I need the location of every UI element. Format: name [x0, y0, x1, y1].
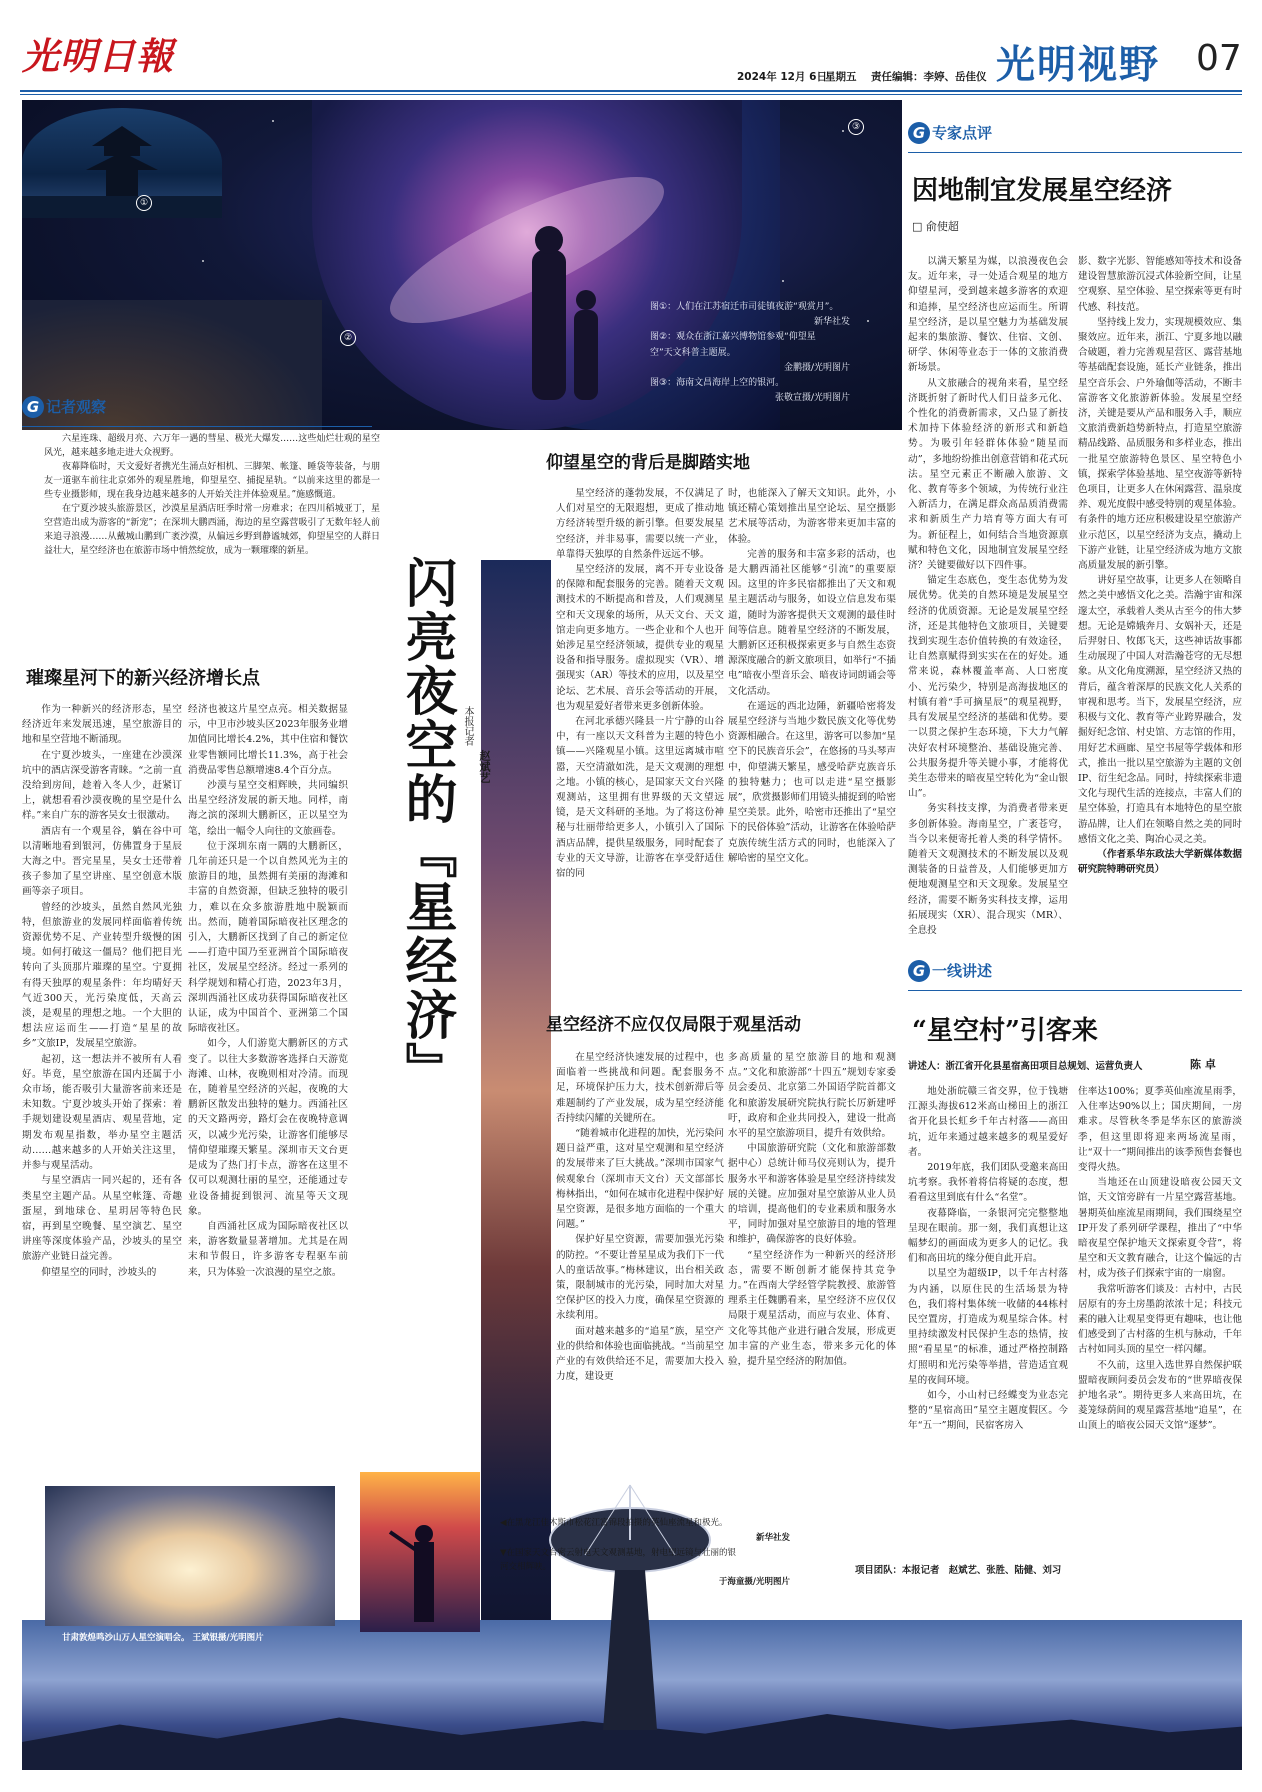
article-column-3: [556, 486, 724, 974]
paragraph: 不久前，这里入选世界自然保护联盟暗夜顾问委员会发布的“世界暗夜保护地名录”。期待更多人来高田坑，在菱笼绿荫间的观星露营基地“追星”，在山顶上的暗夜公园天文馆“逐梦”。: [1078, 1359, 1242, 1432]
photo-badge-3: ③: [848, 119, 864, 135]
caption-credit: 金鹏摄/光明图片: [783, 362, 850, 373]
expert-column-2: [1078, 254, 1242, 904]
paragraph: 与星空酒店一同兴起的，还有各类星空主题产品。从星空帐篷、奇趣蛋屋，到地球仓、星玥居等特色民宿，再到星空晚餐、星空演艺、星空讲座等深度体验产品，沙坡头的星空旅游产业链日益完善。: [22, 1175, 182, 1263]
paragraph: 以满天繁星为媒，以浪漫夜色会友。近年来，寻一处适合观星的地方仰望星河，受到越来越多游客的欢迎和追捧，星空经济也应运而生。所谓星空经济，是以星空魅力为基础发展起来的集旅游、餐饮、住宿、文创、研学、休闲等业态于一体的文旅消费新场景。: [908, 256, 1068, 374]
article-column-2: [188, 702, 348, 1467]
caption-credit: 新华社发: [813, 317, 850, 328]
caption-line: 图②：观众在浙江嘉兴博物馆参观“仰望星: [650, 332, 816, 343]
paragraph: 仰望星空的同时，沙坡头的: [41, 1266, 157, 1278]
section-headline-1: 璀璨星河下的新兴经济增长点: [26, 668, 260, 689]
paragraph: 星空经济的蓬勃发展，不仅满足了人们对星空的无限遐想，更成了推动地方经济转型升级的新引擎。但要发展星空经济，并非易事，需要以统一产业，单靠得天独厚的自然条件远远不够。: [556, 488, 724, 560]
caption-line: 空”天文科普主题展。: [650, 347, 736, 358]
paragraph: “随着城市化进程的加快，光污染问题日益严重，这对星空观测和星空经济的发展带来了巨大挑战。”深圳市国家气候观象台（深圳市天文台）天文部部长梅林指出，“如何在城市化进程中保护好星空资源，是很多地方面临的一个重大问题。”: [556, 1128, 724, 1231]
paragraph: 在宁夏沙坡头，一座建在沙漠深坑中的酒店深受游客青睐。“之前一直没给到房间，趁着入冬人少，赶紧订上，就想看看沙漠夜晚的星空是什么样。”来自广东的游客吴女士很激动。: [22, 749, 182, 822]
newspaper-logo: 光明日報: [22, 34, 174, 78]
masthead: [0, 0, 1262, 96]
article-column-5: [556, 1050, 724, 1498]
frontline-headline: “星空村”引客来: [912, 1016, 1098, 1046]
bottom-middle-photo-caption: [500, 1516, 790, 1590]
bottom-left-photo-caption: 甘肃敦煌鸣沙山万人星空演唱会。 王斌银摄/光明图片: [62, 1633, 264, 1643]
photo-badge-2: ②: [340, 330, 356, 346]
paragraph: 住率达100%；夏季英仙座流星雨季，入住率达90%以上；国庆期间，一房难求。尽管秋冬季是华东区的旅游淡季，但这里即将迎来两场流星雨，让“双十一”期间推出的该季预售套餐也变得火热。: [1078, 1086, 1242, 1174]
tag-divider: [908, 152, 1242, 153]
paragraph: （作者系华东政法大学新媒体数据研究院特聘研究员）: [1078, 848, 1242, 876]
paragraph: 中国旅游研究院（文化和旅游部数据中心）总统计师马仪亮则认为，提升服务水平和游客体验是星空经济持续发展的关键。应加强对星空旅游从业人员的培训，提高他们的专业素质和服务水平，同时加强对星空旅游目的地的管理和维护，确保游客的良好体验。: [728, 1143, 896, 1246]
page-number: 07: [1196, 38, 1242, 79]
paragraph: 以星空为超级IP，以千年古村落为内涵，以原住民的生活场景为特色，我们将村集体统一收储的44栋村民空置房，打造成为观星综合体。村里持续激发村民保护生态的热情，按照“看星星”的标准，通过严格控制路灯照明和光污染等举措，营造适宜观星的夜间环境。: [908, 1268, 1068, 1386]
paragraph: 夜幕降临时，天文爱好者携光生涌点好相机、三脚架、帐篷、睡袋等装备，与朋友一道驱车前往北京郊外的观星胜地，仰望星空、捕捉星轨。“以前来这里的都是一些专业摄影师，现在我身边越来越多的人开始关注并体验观星。”施感慨道。: [44, 462, 380, 500]
header-divider-thin: [20, 94, 1242, 95]
article-column-1: [22, 702, 182, 1490]
g-logo-icon: G: [908, 122, 930, 144]
caption-line: ▼在国家天文台密云射电天文观测基地，射电望远镜与壮丽的银: [500, 1547, 737, 1558]
paragraph: 夜幕降临，一条银河完完整整地呈现在眼前。那一刻，我们真想让这幅梦幻的画面成为更多人的记忆。我们和高田坑的缘分便自此开启。: [908, 1207, 1068, 1265]
frontline-column-1: [908, 1084, 1068, 1534]
g-logo-icon: G: [22, 396, 44, 418]
paragraph: 曾经的沙坡头，虽然自然风光独特，但旅游业的发展同样面临着传统资源优势不足、产业转型升级慢的困境。如何打破这一僵局？他们把目光转向了头顶那片璀璨的星空。宁夏拥有得天独厚的观星条件：年均晴好天气近300天，光污染度低，天高云淡，是观星的理想之地。一个大胆的想法应运而生——打造“星星的故乡”文旅IP，发展星空旅游。: [22, 901, 182, 1050]
caption-line: 图①：人们在江苏宿迁市司徒镇夜游“观赏月”。: [650, 302, 839, 312]
tag-divider: [908, 990, 1242, 991]
top-photo-caption: [650, 300, 850, 406]
tag-divider: [22, 426, 372, 427]
paragraph: 坚持线上发力，实现规模效应、集聚效应。近年来，浙江、宁夏多地以融合破题，着力完善观星营区、露营基地等基础配套设施，延长产业链条，推出星空音乐会、户外瑜伽等活动，不断丰富游客文化旅游新体验。发展星空经济，关键是要从产品和服务入手，顺应文旅消费新趋势新特点，打造星空旅游精品线路、品质服务和多样业态，推出一批星空旅游特色景区、星空特色小镇，探索学体验基地、星空夜游等新特色项目，让更多人在休闲露营、温泉度养、观光度假中感受特别的观星体验。有条件的地方还应积极建设星空旅游产业示范区，以星空经济为支点，撬动上下游产业链，让星空经济成为地方文旅高质量发展的新引擎。: [1078, 316, 1242, 572]
paragraph: 2019年底，我们团队受邀来高田坑考察。我怀着将信将疑的态度，想看看这里到底有什么“名堂”。: [908, 1162, 1068, 1204]
paragraph: 当地还在山顶建设暗夜公园天文馆，天文馆旁辟有一片星空露营基地。暑期英仙座流星雨期间，我们围绕星空IP开发了系列研学课程，推出了“中华暗夜星空保护地天文探索夏令营”，将星空和天文教育融合，让这个偏远的古村，成为孩子们探索宇宙的一扇窗。: [1078, 1177, 1242, 1280]
paragraph: 多高质量的星空旅游目的地和观测点。”文化和旅游部“十四五”规划专家委员会委员、北京第二外国语学院首都文化和旅游发展研究院执行院长厉新建呼吁，政府和企业共同投入，建设一批高水平的星空旅游项目，提升有效供给。: [728, 1052, 896, 1140]
radio-telescope-dish-icon: [545, 1445, 715, 1735]
paragraph: 酒店有一个观星谷，躺在谷中可以清晰地看到银河，仿佛置身于星辰大海之中。晋完星星，吴女士还带着孩子参加了星空讲座、星空创意木版画等亲子项目。: [22, 825, 182, 898]
section-headline-2: 仰望星空的背后是脚踏实地: [546, 453, 750, 473]
paragraph: 锚定生态底色，变生态优势为发展优势。优美的自然环境是发展星空经济的优质资源。无论是发展星空经济，还是其他特色文旅项目，关键要找到实现生态价值转换的有效途径，让自然禀赋得到实实在在的好处。通常来说，森林覆盖率高、人口密度小、光污染少，特别是高海拔地区的村镇有着“手可摘星辰”的观星视野，具有发展星空经济的基础和优势。要一以贯之保护生态环境，下大力气解决好农村环境整治、基础设施完善、公共服务提升等关键小事，才能将优美生态带来的暗夜星空转化为“金山银山”。: [908, 575, 1068, 800]
meteor-photographer-photo: [360, 1472, 480, 1632]
issue-weekday: 星期五: [825, 71, 857, 83]
paragraph: 影、数字光影、智能感知等技术和设备建设智慧旅游沉浸式体验新空间，让星空观察、星空体验、星空探索等更有时代感、科技范。: [1078, 256, 1242, 313]
feature-title: 闪亮夜空的『星经济』: [396, 556, 457, 1096]
paragraph: 作为一种新兴的经济形态，星空经济近年来发展迅速，星空旅游目的地和星空营地不断涌现。: [22, 704, 182, 746]
project-team-credit: 项目团队：本报记者 赵斌艺、张胜、陆健、刘习: [855, 1565, 1062, 1576]
paragraph: 完善的服务和丰富多彩的活动，也是大鹏西涌社区能够“引流”的重要原因。这里的许多民宿都推出了天文和观星主题活动与服务，如设立信息发布渠道，随时为游客提供天文观测的最佳时间等信息。随着星空经济的不断发展，大鹏新区还积极探索更多与自然生态资源深度融合的新文旅项目，如举行“不插电”暗夜小型音乐会、暗夜诗词朗诵会等文化活动。: [728, 548, 896, 697]
section-title: 光明视野: [996, 43, 1161, 88]
paragraph: 如今，小山村已经蝶变为业态完整的“星宿高田”星空主题度假区。今年“五一”期间，民宿客房入: [908, 1390, 1068, 1432]
paragraph: 在遥远的西北边陲，新疆哈密将发展星空经济与当地少数民族文化等优势资源相融合。在这里，游客可以参加“星空下的民族音乐会”，在悠扬的马头琴声中，仰望满天繁星，感受哈萨克族音乐的独特魅力；也可以走进“星空摄影展”，欣赏摄影师们用镜头捕捉到的哈密星空美景。此外，哈密市还推出了“星空下的民俗体验”活动，让游客在体验哈萨克族传统生活方式的同时，也能深入了解哈密的星空文化。: [728, 700, 896, 864]
paragraph: 星空经济的发展，离不开专业设备的保障和配套服务的完善。随着天文观测技术的不断提高和普及，人们观测星空和天文现象的场所，从天文台、天文馆走向更多地方。一些企业和个人也开始涉足星空经济领域，提供专业的观星设备和指导服务。虚拟现实（VR）、增强现实（AR）等技术的应用，以及星空论坛、艺术展、音乐会等活动的开展，也为观星爱好者带来更多创新体验。: [556, 564, 724, 712]
expert-column-1: [908, 254, 1068, 936]
article-column-6: [728, 1050, 896, 1498]
caption-line: ◀在黑龙江佳木斯市松花江富锦段拍摄的英仙座流星和极光。: [500, 1518, 728, 1528]
expert-author: □ 俞使超: [912, 220, 959, 233]
pavilion-silhouette-icon: [22, 108, 222, 218]
paragraph: 时，也能深入了解天文知识。此外，小镇还精心策划推出星空论坛、星空摄影艺术展等活动，为游客带来更加丰富的体验。: [728, 488, 896, 545]
caption-credit: 于海童摄/光明图片: [718, 1577, 790, 1588]
reporter-intro: [44, 432, 380, 640]
caption-line: 河交相辉映。: [500, 1562, 552, 1573]
speaker-name: 陈 卓: [1190, 1058, 1216, 1071]
byline-name: 赵斌艺: [478, 750, 491, 783]
reporter-observation-tag: [22, 396, 106, 418]
paragraph: 从文旅融合的视角来看，星空经济既折射了新时代人们日益多元化、个性化的消费新需求，又凸显了新技术加持下体验经济的新形式和新趋势。为吸引年轻群体体验“随星而动”，多地纷纷推出创意营销和花式玩法。星空元素正不断融入旅游、文化、教育等多个领域，为传统行业注入新活力，在满足群众高品质消费需求和新质生产力培育等方面大有可为。新征程上，如何结合当地资源禀赋和特色文化，因地制宜发展星空经济？关键要做好以下四件事。: [908, 377, 1068, 572]
article-column-4: [728, 486, 896, 974]
section-headline-3: 星空经济不应仅仅局限于观星活动: [546, 1015, 801, 1035]
g-logo-icon: G: [908, 960, 930, 982]
paragraph: 在宁夏沙坡头旅游景区，沙漠星星酒店旺季时常一房难求；在四川稻城亚丁，星空营造出成为游客的“新宠”；在深圳大鹏西涌，海边的星空露营吸引了无数年轻人前来追寻浪漫……从戴城山鹏到广袤沙漠，从偏远乡野到静谧城郊，仰望星空的人群日益壮大，星空经济也在旅游市场中悄然绽放，成为一颗璀璨的新星。: [44, 504, 380, 556]
caption-line: 图③：海南文昌海岸上空的银河。: [650, 378, 785, 389]
caption-credit: 张敬宣摄/光明图片: [774, 393, 850, 404]
tag-label: 专家点评: [932, 124, 993, 142]
expert-headline: 因地制宜发展星空经济: [912, 176, 1173, 206]
paragraph: 面对越来越多的“追星”族，星空产业的供给和体验也面临挑战。“当前星空产业的有效供给还不足，需要加大投入力度，建设更: [556, 1325, 724, 1383]
byline-role: 本报记者: [462, 706, 473, 746]
editor-credit: 责任编辑：李婷、岳佳仪: [871, 71, 987, 83]
concert-lanterns-photo: [45, 1486, 335, 1626]
paragraph: 沙漠与星空交相辉映，共同编织出星空经济发展的新天地。同样，南海之滨的深圳大鹏新区，正以星空为笔，绘出一幅令人向往的文旅画卷。: [188, 780, 348, 837]
paragraph: 在河北承德兴隆县一片宁静的山谷中，有一座以天文科普为主题的特色小镇——兴隆观星小镇。这里远离城市喧嚣，天空清澈如洗，是天文观测的理想之地。小镇的核心，是国家天文台兴隆观测站，这里拥有世界级的天文望远镜，是天文科研的圣地。为了将这份神秘与壮丽带给更多人，小镇引入了国际酒店品牌，提供星级服务，同时配套了专业的天文导游，让游客在享受舒适住宿的同: [556, 716, 724, 880]
photo-badge-1: ①: [136, 195, 152, 211]
paragraph: 保护好星空资源，需要加强光污染的防控。“不要让普星星成为我们下一代人的童话故事。”梅林建议，出台相关政策，限制城市的光污染，同时加大对星空保护区的投入力度，确保星空资源的永续利用。: [556, 1234, 724, 1322]
expert-review-tag: [908, 122, 992, 144]
frontline-column-2: [1078, 1084, 1242, 1534]
paragraph: 六星连珠、超级月亮、六万年一遇的彗星、极光大爆发……这些灿烂壮观的星空风光，越来越多地走进大众视野。: [44, 434, 380, 458]
paragraph: 讲好星空故事，让更多人在领略自然之美中感悟文化之美。浩瀚宇宙和深邃太空，承载着人类从古至今的伟大梦想。无论是嫦娥奔月、女娲补天，还是后羿射日、牧郎飞天，这些神话故事都生动展现了中国人对浩瀚苍穹的无尽想象。从文化角度溯源，星空经济又热的背后，蕴含着深厚的民族文化人关系的审视和思考。当下，发展星空经济，应积极与文化、教育等产业跨界融合，发掘好纪念馆、村史馆、方志馆的作用，用好艺术画廊、星空书屋等学载体和形式，推出一批以星空旅游为主题的文创IP、衍生纪念品。同时，持续探索非遗文化与现代生活的连接点，丰富人们的星空体验，打造具有本地特色的星空旅游品牌，让人们在领略自然之美的同时感悟文化之美、陶冶心灵之美。: [1078, 575, 1242, 845]
paragraph: 自西涌社区成为国际暗夜社区以来，游客数量显著增加。尤其是在周末和节假日，许多游客专程驱车前来，只为体验一次浪漫的星空之旅。: [188, 1220, 348, 1278]
header-divider: [20, 90, 1242, 92]
pavilion-photo: [22, 108, 222, 218]
paragraph: 务实科技支撑，为消费者带来更多创新体验。海南星空，广袤苍穹，当今以来便寄托着人类的科学情怀。随着天文观测技术的不断发展以及观测装备的日益普及，人们能够更加方便地观测星空和天文现象。发展星空经济，需要不断务实科技支撑，运用拓展现实（XR）、混合现实（MR）、全息投: [908, 803, 1068, 936]
paragraph: “星空经济作为一种新兴的经济形态，需要不断创新才能保持其竞争力。”在西南大学经管学院教授、旅游管理系主任魏鹏看来，星空经济不应仅仅局限于观星活动，而应与农业、体育、文化等其他产业进行融合发展，形成更加丰富的产业生态，带来多元化的体验，提升星空经济的附加值。: [728, 1249, 896, 1368]
tag-label: 一线讲述: [932, 962, 993, 980]
frontline-tag: [908, 960, 992, 982]
paragraph: 经济也被这片星空点亮。相关数据显示，中卫市沙坡头区2023年服务业增加值同比增长4.2%，其中住宿和餐饮业零售额同比增长11.3%，高于社会消费品零售总额增速8.4个百分点。: [188, 704, 348, 776]
paragraph: 在星空经济快速发展的过程中，也面临着一些挑战和问题。配套服务不足，环境保护压力大，技术创新滞后等难题制约了产业发展，成为星空经济能否持续闪耀的关键所在。: [556, 1052, 724, 1124]
tag-label: 记者观察: [46, 398, 107, 416]
paragraph: 位于深圳东南一隅的大鹏新区，几年前还只是一个以自然风光为主的旅游目的地，虽然拥有美丽的海滩和丰富的自然资源，但缺乏独特的吸引力，难以在众多旅游胜地中脱颖而出。然而，随着国际暗夜社区理念的引入，大鹏新区找到了自己的新定位——打造中国乃至亚洲首个国际暗夜社区，发展星空经济。经过一系列的科学规划和精心打造，2023年3月，深圳西涌社区成功获得国际暗夜社区认证，成为中国首个、亚洲第二个国际暗夜社区。: [188, 840, 348, 1035]
paragraph: 地处浙皖赣三省交界，位于钱塘江源头海拔612米高山梯田上的浙江省开化县长虹乡千年古村落——高田坑，近年来通过越来越多的观星爱好者。: [908, 1086, 1068, 1158]
issue-date: 2024年 12月 6日: [737, 71, 827, 83]
paragraph: 起初，这一想法并不被所有人看好。毕竟，星空旅游在国内还属于小众市场，能否吸引大量游客前来还是未知数。宁夏沙坡头开始了探索：着手规划建设观星酒店、观星营地，定期发布观星指数，举办星空主题活动……越来越多的人开始关注这里，并参与观星活动。: [22, 1053, 182, 1172]
speaker-line: 讲述人：浙江省开化县星宿高田项目总规划、运营负责人: [908, 1061, 1143, 1072]
paragraph: 如今，人们游览大鹏新区的方式变了。以往大多数游客选择白天游览海滩、山林，夜晚则相对冷清。而现在，随着星空经济的兴起，夜晚的大鹏新区散发出独特的魅力。西涌社区的天文路两旁，路灯会在夜晚特意调灭，以减少光污染，让游客们能够尽情仰望璀璨天繁星。深圳市天文台更是成为了热门打卡点，游客在这里不仅可以观测壮丽的星空，还能通过专业设备捕捉到银河、流星等天文现象。: [188, 1038, 348, 1217]
photographer-silhouette-icon: [360, 1472, 480, 1632]
paragraph: 我常听游客们谈及：古村中，古民居原有的夯土房墨韵浓浓十足；科技元素的融入让观星变得更有趣味，也让他们感受到了古村落的生机与脉动，千年古村如同头顶的星空一样闪耀。: [1078, 1283, 1242, 1356]
caption-credit: 新华社发: [755, 1532, 790, 1543]
